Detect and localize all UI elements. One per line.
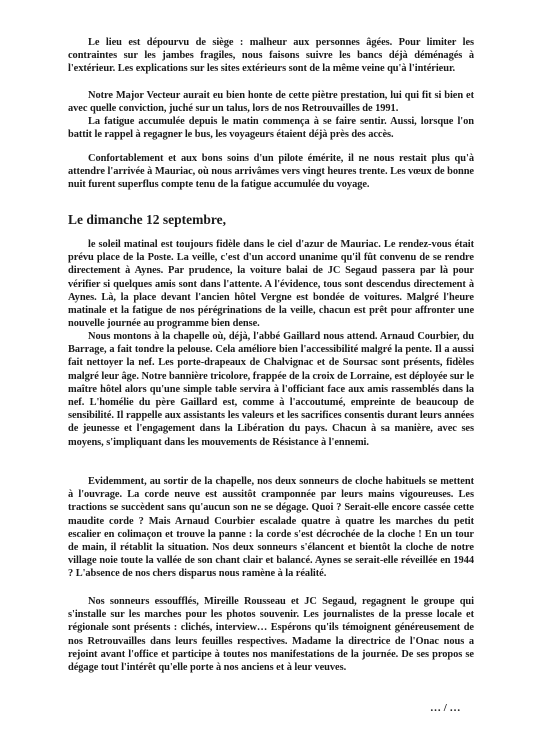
section-heading-sunday: Le dimanche 12 septembre, (68, 212, 226, 227)
paragraph-mauriac-arrival: Confortablement et aux bons soins d'un pilote émérite, il ne nous restait plus qu'à attendre l'arrivée à Mauriac, où nous arrivâmes vers vingt heures trente. Les vœux de bonne nuit furent superflus compte tenu de la fatigue accumulée du voyage. (68, 153, 474, 191)
paragraph-fatigue: La fatigue accumulée depuis le matin commença à se faire sentir. Aussi, lorsque l'on battit le rappel à regagner le bus, les voyageurs étaient déjà près des accès. (68, 116, 474, 141)
paragraph-morning: le soleil matinal est toujours fidèle dans le ciel d'azur de Mauriac. Le rendez-vous était prévu place de la Poste. La veille, c'est d'un accord unanime qu'il fût convenu de se rendre directement à Aynes. Par prudence, la voiture balai de JC Segaud passera par là pour vérifier si quelques amis sont dans l'attente. A l'évidence, tous sont descendus directement à Aynes. Là, la place devant l'ancien hôtel Vergne est bondée de voitures. Malgré l'heure matinale et la fatigue de nos pérégrinations de la veille, chacun est prêt pour affronter une nouvelle journée au programme bien dense. (68, 239, 474, 330)
paragraph-chapel: Nous montons à la chapelle où, déjà, l'abbé Gaillard nous attend. Arnaud Courbier, du Barrage, a fait tondre la pelouse. Cela améliore bien l'accessibilité malgré la pente. Il a aussi fait nettoyer la nef. Les porte-drapeaux de Chalvignac et de Soursac sont présents, fidèles malgré leur âge. Notre bannière tricolore, frappée de la croix de Lorraine, est déployée sur le maître hôtel alors qu'une simple table servira à l'officiant face aux amis rassemblés dans la nef. L'homélie du père Gaillard est, comme à l'accoutumé, empreinte de beaucoup de sensibilité. Il rappelle aux assistants les valeurs et les sacrifices consentis durant leurs années de jeunesse et l'engagement dans la Libération du pays. Chacun à sa manière, avec ses moyens, s'impliquant dans les mouvements de Résistance à l'ennemi. (68, 331, 474, 448)
page-continuation-mark: … / … (430, 702, 461, 714)
paragraph-photos-press: Nos sonneurs essoufflés, Mireille Rousseau et JC Segaud, regagnent le groupe qui s'installe sur les marches pour les photos souvenir. Les journalistes de la presse locale et régionale sont présents : clichés, interview… Espérons qu'ils témoignent généreusement de nos Retrouvailles dans leurs feuilles respectives. Madame la directrice de l'Onac nous a rejoint avant l'office et participe à toutes nos manifestations de la journée. De ses propos se dégage tout l'intérêt qu'elle porte à nos anciens et à leur veuves. (68, 596, 474, 674)
paragraph-major-vecteur: Notre Major Vecteur aurait eu bien honte de cette piètre prestation, lui qui fit si bien et avec quelle conviction, juché sur un talus, lors de nos Retrouvailles de 1991. (68, 90, 474, 115)
paragraph-seating: Le lieu est dépourvu de siège : malheur aux personnes âgées. Pour limiter les contraintes sur les jambes fragiles, nous faisons suivre les bancs déjà déménagés à l'extérieur. Les explications sur les sites extérieurs sont de la même veine qu'à l'intérieur. (68, 37, 474, 75)
paragraph-bell-ringers: Evidemment, au sortir de la chapelle, nos deux sonneurs de cloche habituels se mettent à l'ouvrage. La corde neuve est aussitôt cramponnée par leurs mains vigoureuses. Les tractions se succèdent sans qu'aucun son ne se dégage. Quoi ? Serait-elle encore cassée cette maudite corde ? Mais Arnaud Courbier escalade quatre à quatre les marches du petit escalier en colimaçon et trouve la panne : la corde s'est décrochée de la cloche ! En un tour de main, il rétablit la situation. Nos deux sonneurs s'élancent et bientôt la cloche de notre village noie toute la vallée de son chant clair et balancé. Aynes se serait-elle réveillée en 1944 ? L'absence de nos chers disparus nous ramène à la réalité. (68, 476, 474, 580)
